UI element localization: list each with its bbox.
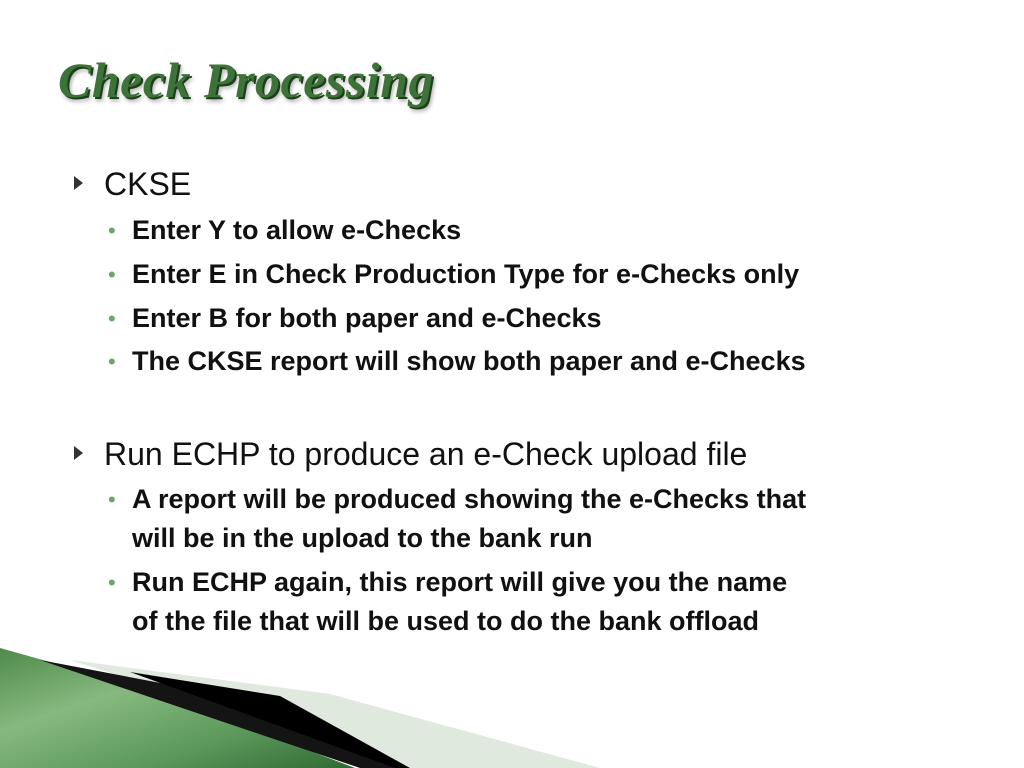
dot-bullet-icon: • xyxy=(108,306,116,331)
arrow-bullet-icon xyxy=(74,446,83,460)
list-item: Enter B for both paper and e-Checks xyxy=(132,303,602,333)
section-heading: Run ECHP to produce an e-Check upload file xyxy=(104,436,748,472)
list-item: Enter Y to allow e-Checks xyxy=(132,215,462,245)
arrow-bullet-icon xyxy=(74,176,83,190)
list-item: The CKSE report will show both paper and e-Checks xyxy=(132,346,806,376)
list-item: Enter E in Check Production Type for e-Checks only xyxy=(132,259,800,289)
list-item-line: A report will be produced showing the e-Checks that xyxy=(132,484,807,514)
section-heading: CKSE xyxy=(104,166,192,202)
dot-bullet-icon: • xyxy=(108,487,116,512)
dark-swoosh xyxy=(40,660,400,768)
list-item-line: of the file that will be used to do the bank offload xyxy=(132,606,759,636)
list-item-line: will be in the upload to the bank run xyxy=(132,523,593,553)
dot-bullet-icon: • xyxy=(108,349,116,374)
light-swoosh xyxy=(70,660,600,768)
slide-title: Check Processing xyxy=(58,52,435,108)
dot-bullet-icon: • xyxy=(108,570,116,595)
dot-bullet-icon: • xyxy=(108,262,116,287)
dot-bullet-icon: • xyxy=(108,218,116,243)
dark-swoosh-edge xyxy=(130,672,410,768)
green-band xyxy=(0,648,355,768)
list-item-line: Run ECHP again, this report will give you the name xyxy=(132,567,788,597)
